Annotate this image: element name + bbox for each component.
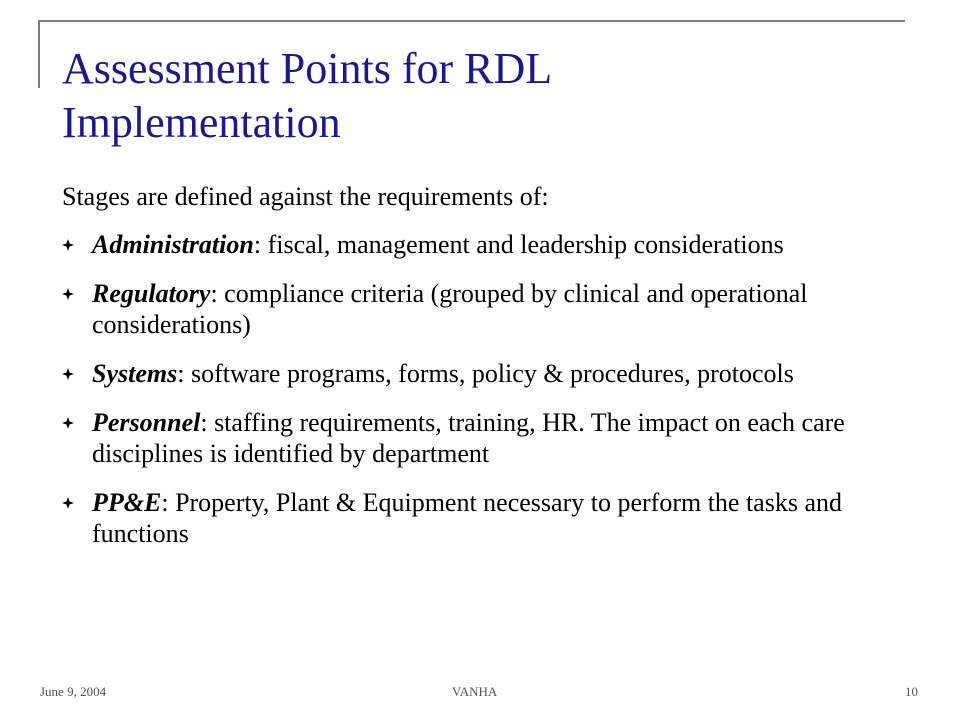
diamond-bullet-icon xyxy=(62,288,74,300)
title-line-1: Assessment Points for RDL xyxy=(62,44,553,93)
slide-title xyxy=(62,42,912,150)
bullet-term: Systems xyxy=(92,359,178,388)
frame-top-line xyxy=(38,20,905,22)
bullet-text: : software programs, forms, policy & procedures, protocols xyxy=(177,359,794,388)
diamond-bullet-icon xyxy=(62,239,74,251)
footer-date: June 9, 2004 xyxy=(40,684,107,699)
frame-left-line xyxy=(38,20,40,88)
bullet-item-administration xyxy=(62,229,902,260)
bullet-item-regulatory xyxy=(62,278,902,340)
bullet-term: PP&E xyxy=(92,488,162,517)
intro-text: Stages are defined against the requirements of: xyxy=(62,182,549,211)
bullet-term: Regulatory xyxy=(92,279,211,308)
bullet-text: : staffing requirements, training, HR. The impact on each care disciplines is identified by department xyxy=(92,408,845,468)
diamond-bullet-icon xyxy=(62,497,74,509)
footer-organization: VANHA xyxy=(452,684,498,699)
bullet-item-systems xyxy=(62,358,902,389)
bullet-list xyxy=(62,229,902,567)
bullet-term: Administration xyxy=(92,230,254,259)
title-line-2: Implementation xyxy=(62,98,341,147)
bullet-text: : Property, Plant & Equipment necessary to perform the tasks and functions xyxy=(92,488,843,548)
footer-page-number: 10 xyxy=(905,684,918,699)
bullet-text: : fiscal, management and leadership considerations xyxy=(253,230,784,259)
bullet-item-ppe xyxy=(62,487,902,549)
bullet-item-personnel xyxy=(62,407,902,469)
bullet-term: Personnel xyxy=(92,408,201,437)
diamond-bullet-icon xyxy=(62,368,74,380)
bullet-text: : compliance criteria (grouped by clinical and operational considerations) xyxy=(92,279,808,339)
diamond-bullet-icon xyxy=(62,417,74,429)
